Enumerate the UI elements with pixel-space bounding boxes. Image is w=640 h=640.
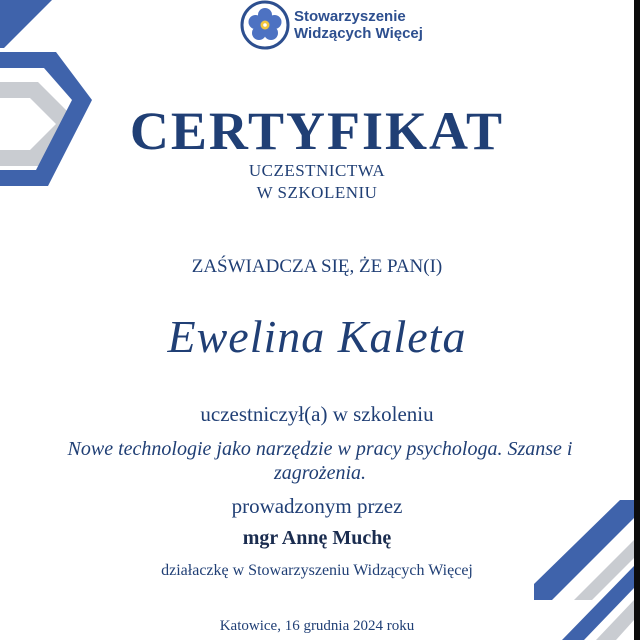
logo-line-2: Widzących Więcej	[294, 25, 423, 42]
certificate-title: CERTYFIKAT	[129, 101, 505, 161]
lecturer-name: mgr Annę Muchę	[242, 527, 392, 549]
training-topic: Nowe technologie jako narzędzie w pracy psychologa. Szanse i zagrożenia.	[67, 438, 573, 484]
logo-line-1: Stowarzyszenie	[294, 8, 406, 25]
place-and-date: Katowice, 16 grudnia 2024 roku	[219, 618, 415, 634]
participation-text: uczestniczył(a) w szkoleniu	[200, 402, 434, 426]
certificate-subtitle-line-2: W SZKOLENIU	[256, 183, 378, 202]
certificate-subtitle-line-1: UCZESTNICTWA	[248, 161, 386, 180]
led-by-text: prowadzonym przez	[231, 494, 403, 518]
organization-logo	[240, 0, 423, 50]
attestation-text: ZAŚWIADCZA SIĘ, ŻE PAN(I)	[191, 256, 443, 277]
recipient-name: Ewelina Kaleta	[167, 311, 467, 362]
lecturer-role: działaczkę w Stowarzyszeniu Widzących Więcej	[161, 562, 473, 579]
logo-text	[294, 8, 423, 42]
forget-me-not-flower-icon	[240, 0, 290, 50]
